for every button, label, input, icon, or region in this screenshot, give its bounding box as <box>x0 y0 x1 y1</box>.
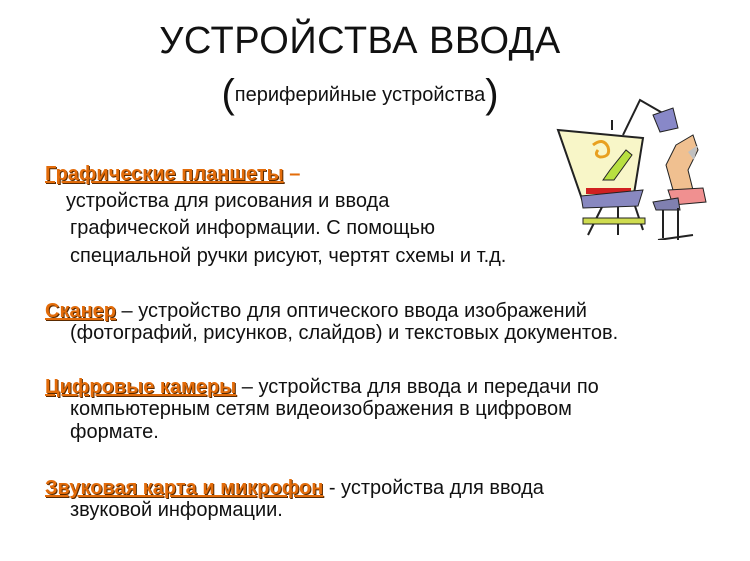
section-heading: Графические планшеты <box>45 163 284 185</box>
artist-easel-clipart <box>548 90 748 240</box>
section-heading: Сканер <box>45 300 116 322</box>
section-text: – устройства для ввода и передачи по <box>236 376 599 398</box>
section-heading-line <box>45 163 300 185</box>
section-heading-line <box>45 300 587 322</box>
slide-title: УСТРОЙСТВА ВВОДА <box>159 20 561 62</box>
section-text: формате. <box>70 421 159 443</box>
section-heading-line <box>45 376 599 398</box>
section-text: компьютерным сетям видеоизображения в цифровом <box>70 398 572 420</box>
close-paren: ) <box>485 72 499 116</box>
section-separator: – <box>283 163 301 185</box>
section-heading: Цифровые камеры <box>45 376 237 398</box>
section-text: специальной ручки рисуют, чертят схемы и т.д. <box>70 245 507 267</box>
section-text: - устройства для ввода <box>323 477 544 499</box>
subtitle-text: периферийные устройства <box>234 84 486 106</box>
section-text: графической информации. С помощью <box>70 217 435 239</box>
section-text: (фотографий, рисунков, слайдов) и текстовых документов. <box>70 322 619 344</box>
section-heading: Звуковая карта и микрофон <box>45 477 324 499</box>
section-text: устройства для рисования и ввода <box>66 190 390 212</box>
section-heading-line <box>45 477 544 499</box>
open-paren: ( <box>221 72 235 116</box>
section-text: звуковой информации. <box>70 499 283 521</box>
section-text: – устройство для оптического ввода изображений <box>116 300 587 322</box>
